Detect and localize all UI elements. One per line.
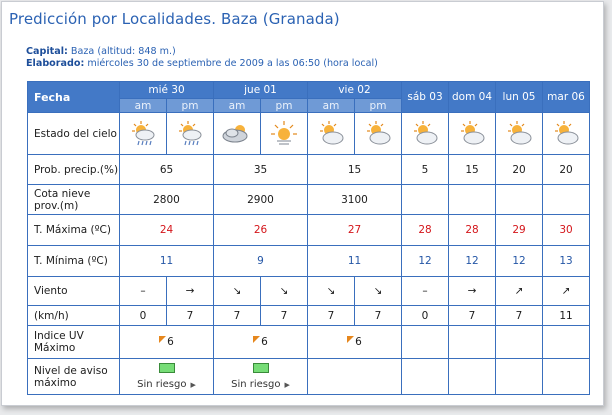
- sun-cloud-icon: [496, 113, 543, 155]
- precip-value: 35: [214, 155, 308, 185]
- aviso-cell[interactable]: [120, 359, 214, 395]
- tmax-value: 28: [402, 215, 449, 246]
- wind-speed: 7: [214, 306, 261, 326]
- precip-value: 65: [120, 155, 214, 185]
- aviso-link[interactable]: [120, 379, 213, 390]
- fecha-header: Fecha: [28, 82, 120, 113]
- wind-speed: 7: [496, 306, 543, 326]
- wind-direction-icon: –: [120, 277, 167, 306]
- forecast-table: [27, 81, 590, 395]
- aviso-link[interactable]: [214, 379, 307, 390]
- wind-speed: 7: [308, 306, 355, 326]
- row-label-tmax: T. Máxima (ºC): [28, 215, 120, 246]
- tmin-value: 11: [120, 246, 214, 277]
- forecast-panel: [1, 1, 604, 406]
- day-header: jue 01: [214, 82, 308, 99]
- cloud-sun-icon: [214, 113, 261, 155]
- aviso-green-icon: [253, 363, 269, 373]
- aviso-empty: [449, 359, 496, 395]
- elaborado-label: Elaborado:: [26, 58, 85, 69]
- precip-value: 15: [308, 155, 402, 185]
- cota-value: 2900: [214, 185, 308, 215]
- aviso-empty: [496, 359, 543, 395]
- day-header: mar 06: [543, 82, 590, 113]
- tmax-value: 29: [496, 215, 543, 246]
- tmax-value: 26: [214, 215, 308, 246]
- day-header: vie 02: [308, 82, 402, 99]
- sun-cloud-icon: [449, 113, 496, 155]
- aviso-green-icon: [159, 363, 175, 373]
- cota-empty: [449, 185, 496, 215]
- cota-empty: [496, 185, 543, 215]
- capital-value: Baza (altitud: 848 m.): [70, 46, 176, 57]
- day-header: sáb 03: [402, 82, 449, 113]
- tmax-value: 24: [120, 215, 214, 246]
- wind-speed: 7: [261, 306, 308, 326]
- am-header: am: [120, 99, 167, 113]
- page-title: Predicción por Localidades. Baza (Granada): [9, 10, 340, 28]
- wind-direction-icon: ↘: [308, 277, 355, 306]
- sun-cloud-rain-icon: [167, 113, 214, 155]
- uv-empty: [402, 326, 449, 359]
- am-header: am: [308, 99, 355, 113]
- sun-cloud-icon: [355, 113, 402, 155]
- wind-direction-icon: ↗: [496, 277, 543, 306]
- precip-value: 15: [449, 155, 496, 185]
- uv-flag-icon: [159, 336, 166, 343]
- triangle-right-icon: ▶: [190, 381, 196, 389]
- row-label-kmh: (km/h): [28, 306, 120, 326]
- capital-line: [26, 46, 176, 57]
- row-label-tmin: T. Mínima (ºC): [28, 246, 120, 277]
- wind-direction-icon: →: [449, 277, 496, 306]
- tmin-value: 11: [308, 246, 402, 277]
- row-label-viento: Viento: [28, 277, 120, 306]
- tmin-value: 13: [543, 246, 590, 277]
- precip-value: 5: [402, 155, 449, 185]
- uv-value: 6: [355, 336, 362, 348]
- precip-value: 20: [496, 155, 543, 185]
- sun-cloud-icon: [543, 113, 590, 155]
- wind-direction-icon: ↘: [355, 277, 402, 306]
- uv-empty: [496, 326, 543, 359]
- cota-value: 2800: [120, 185, 214, 215]
- uv-flag-icon: [253, 336, 260, 343]
- uv-value: 6: [261, 336, 268, 348]
- elaborado-value: miércoles 30 de septiembre de 2009 a las 06:50 (hora local): [87, 58, 378, 69]
- cota-empty: [543, 185, 590, 215]
- tmax-value: 30: [543, 215, 590, 246]
- wind-speed: 7: [449, 306, 496, 326]
- pm-header: pm: [261, 99, 308, 113]
- capital-label: Capital:: [26, 46, 68, 57]
- row-label-estado: Estado del cielo: [28, 113, 120, 155]
- tmin-value: 12: [496, 246, 543, 277]
- wind-direction-icon: ↘: [261, 277, 308, 306]
- wind-direction-icon: ↗: [543, 277, 590, 306]
- aviso-empty: [543, 359, 590, 395]
- aviso-text: Sin riesgo: [231, 379, 281, 390]
- tmin-value: 9: [214, 246, 308, 277]
- aviso-empty: [308, 359, 402, 395]
- row-label-aviso: Nivel de aviso máximo: [28, 359, 120, 395]
- cota-empty: [402, 185, 449, 215]
- aviso-text: Sin riesgo: [137, 379, 187, 390]
- pm-header: pm: [167, 99, 214, 113]
- day-header: dom 04: [449, 82, 496, 113]
- wind-speed: 7: [167, 306, 214, 326]
- sun-haze-icon: [261, 113, 308, 155]
- day-header: lun 05: [496, 82, 543, 113]
- tmax-value: 27: [308, 215, 402, 246]
- sun-cloud-rain-icon: [120, 113, 167, 155]
- uv-cell: [308, 326, 402, 359]
- elaborado-line: [26, 58, 378, 69]
- wind-speed: 0: [120, 306, 167, 326]
- aviso-empty: [402, 359, 449, 395]
- cota-value: 3100: [308, 185, 402, 215]
- sun-cloud-icon: [308, 113, 355, 155]
- uv-empty: [543, 326, 590, 359]
- wind-direction-icon: →: [167, 277, 214, 306]
- tmin-value: 12: [449, 246, 496, 277]
- day-header: mié 30: [120, 82, 214, 99]
- row-label-precip: Prob. precip.(%): [28, 155, 120, 185]
- wind-direction-icon: ↘: [214, 277, 261, 306]
- wind-direction-icon: –: [402, 277, 449, 306]
- uv-empty: [449, 326, 496, 359]
- uv-cell: [214, 326, 308, 359]
- triangle-right-icon: ▶: [284, 381, 290, 389]
- sun-cloud-icon: [402, 113, 449, 155]
- tmin-value: 12: [402, 246, 449, 277]
- uv-value: 6: [167, 336, 174, 348]
- precip-value: 20: [543, 155, 590, 185]
- aviso-cell[interactable]: [214, 359, 308, 395]
- row-label-uv: Indice UV Máximo: [28, 326, 120, 359]
- tmax-value: 28: [449, 215, 496, 246]
- wind-speed: 7: [355, 306, 402, 326]
- wind-speed: 0: [402, 306, 449, 326]
- row-label-cota: Cota nieve prov.(m): [28, 185, 120, 215]
- pm-header: pm: [355, 99, 402, 113]
- am-header: am: [214, 99, 261, 113]
- uv-cell: [120, 326, 214, 359]
- wind-speed: 11: [543, 306, 590, 326]
- uv-flag-icon: [347, 336, 354, 343]
